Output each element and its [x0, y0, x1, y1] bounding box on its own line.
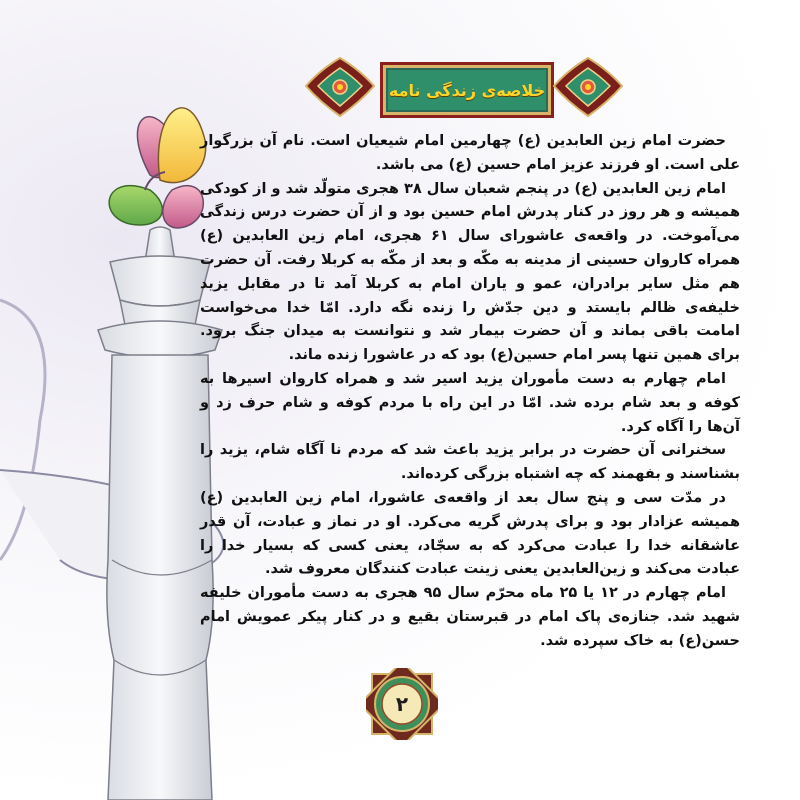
paragraph: امام چهارم در ۱۲ یا ۲۵ ماه محرّم سال ۹۵ هجری به دست مأموران خلیفه شهید شد. جنازه‌ی پاک امام در قبرستان بقیع و در کنار پیکر عمویش امام حسن(ع) به خاک سپرده شد.: [200, 585, 740, 649]
floral-ornament-icon: [302, 56, 378, 118]
paragraph: حضرت امام زین العابدین (ع) چهارمین امام شیعیان است. نام آن بزرگوار علی است. او فرزند عزیز امام حسین (ع) می باشد.: [200, 133, 740, 173]
page-number-medallion: [366, 668, 438, 740]
title-banner: [298, 56, 630, 118]
floral-ornament-icon: [550, 56, 626, 118]
title-plate: [380, 62, 554, 118]
paragraph: امام زین العابدین (ع) در پنجم شعبان سال ۳۸ هجری متولّد شد و از کودکی همیشه و هر روز در کنار پدرش امام حسین بود و از آن حضرت درس زندگی می‌آموخت. در واقعه‌ی عاشورای سال ۶۱ هجری، امام زین العابدین (ع) همراه کاروان حسینی از مدینه به مکّه و بعد از مکّه به کربلا رفت. آن حضرت هم مثل سایر برادران، عمو و یاران امام به کربلا آمد تا در مقابل یزید خلیفه‌ی ظالم بایستد و دین جدّش را زنده نگه دارد. امّا خدا می‌خواست امامت باقی بماند و آن حضرت بیمار شد و نتوانست به میدان جنگ برود. برای همین تنها پسر امام حسین(ع) بود که در عاشورا زنده ماند.: [200, 180, 740, 364]
page-title: خلاصه‌ی زندگی نامه: [388, 80, 546, 100]
paragraph: در مدّت سی و پنج سال بعد از واقعه‌ی عاشورا، امام زین العابدین (ع) همیشه عزادار بود و برای پدرش گریه می‌کرد. او در نماز و عبادت، آن قدر عاشقانه خدا را عبادت می‌کرد که به سجّاد، یعنی کسی که بسیار خدا را عبادت می‌کند و زین‌العابدین یعنی زینت عبادت کنندگان معروف شد.: [200, 489, 740, 578]
paragraph: سخنرانی آن حضرت در برابر یزید باعث شد که مردم نا آگاه شام، یزید را بشناسند و بفهمند که چه اشتباه بزرگی کرده‌اند.: [200, 442, 740, 483]
paragraph: امام چهارم به دست مأموران یزید اسیر شد و همراه کاروان اسیرها به کوفه و بعد شام برده شد. امّا در این راه با مردم کوفه و شام حرف زد و آن‌ها را آگاه کرد.: [200, 370, 740, 435]
biography-text: [200, 130, 740, 654]
page-number: ۲: [395, 692, 409, 716]
